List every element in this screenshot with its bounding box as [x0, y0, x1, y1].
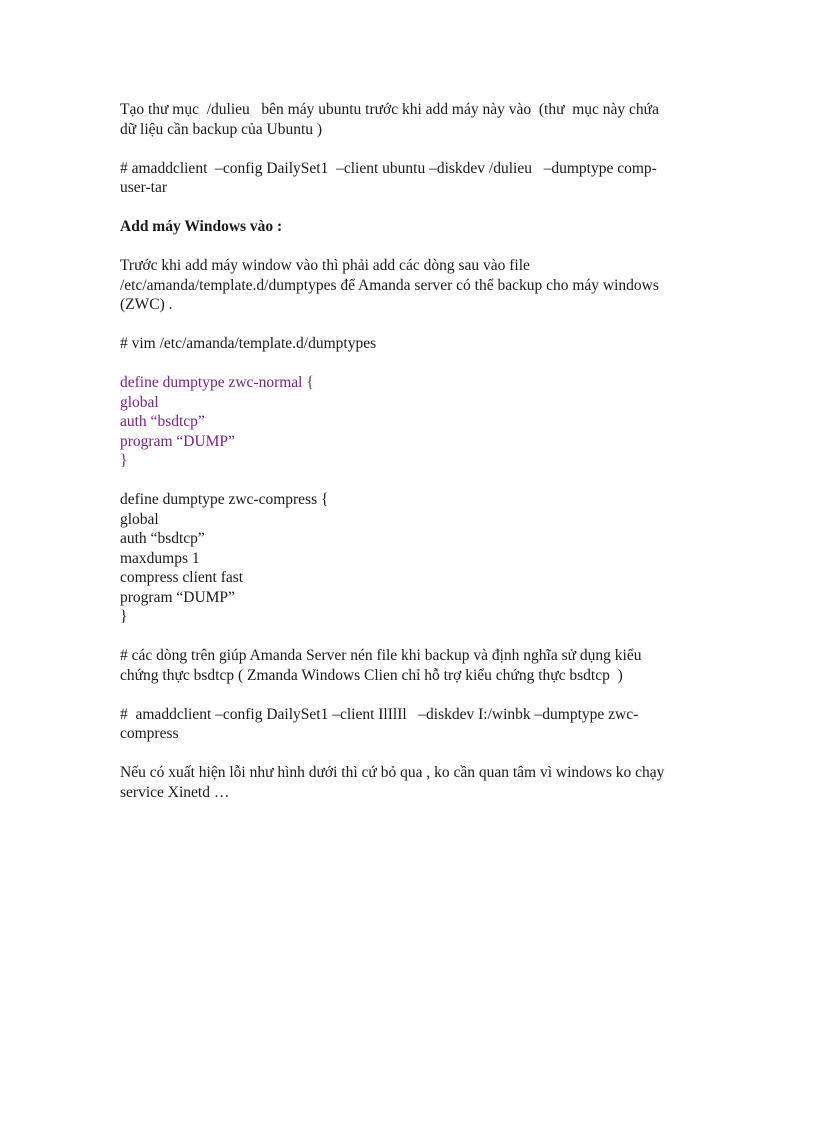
dumptype-zwc-compress-block	[120, 490, 690, 627]
intro-paragraph	[120, 100, 690, 139]
command-line-1: # amaddclient –config DailySet1 –client ubuntu –diskdev /dulieu –dumptype comp-	[120, 159, 657, 177]
amaddclient-ubuntu-command	[120, 159, 690, 198]
windows-instructions-paragraph	[120, 256, 690, 315]
final-line-2: service Xinetd …	[120, 783, 230, 801]
command-line-2: user-tar	[120, 179, 168, 196]
vim-command: # vim /etc/amanda/template.d/dumptypes	[120, 335, 377, 352]
code-line: auth “bsdtcp”	[120, 530, 205, 547]
paragraph-line-3: (ZWC) .	[120, 296, 173, 313]
code-line: global	[120, 510, 159, 528]
code-line: define dumptype zwc-compress {	[120, 491, 329, 508]
code-line: }	[120, 452, 128, 469]
final-line-1: Nếu có xuất hiện lỗi như hình dưới thì cứ bỏ qua , ko cần quan tâm vì windows ko chạy	[120, 764, 665, 781]
code-line: define dumptype zwc-normal {	[120, 374, 314, 391]
dumptype-zwc-normal-block	[120, 373, 690, 471]
final-paragraph	[120, 763, 690, 802]
intro-line-2: dữ liệu cần backup của Ubuntu )	[120, 120, 323, 138]
code-line: program “DUMP”	[120, 432, 235, 450]
section-heading: Add máy Windows vào :	[120, 218, 283, 235]
note-paragraph	[120, 646, 690, 685]
code-line: global	[120, 393, 159, 411]
code-line: maxdumps 1	[120, 549, 200, 567]
command-line-1: # amaddclient –config DailySet1 –client IlIlIl –diskdev I:/winbk –dumptype zwc-	[120, 705, 639, 723]
command-line-2: compress	[120, 725, 179, 742]
paragraph-line-2: /etc/amanda/template.d/dumptypes để Amanda server có thể backup cho máy windows	[120, 276, 659, 294]
code-line: auth “bsdtcp”	[120, 413, 205, 430]
code-line: compress client fast	[120, 569, 244, 586]
code-line: program “DUMP”	[120, 588, 235, 606]
paragraph-line-1: Trước khi add máy window vào thì phải add các dòng sau vào file	[120, 257, 530, 274]
note-line-1: # các dòng trên giúp Amanda Server nén file khi backup và định nghĩa sử dụng kiểu	[120, 647, 642, 664]
code-line: }	[120, 608, 128, 625]
amaddclient-windows-command	[120, 705, 690, 744]
intro-line-1: Tạo thư mục /dulieu bên máy ubuntu trước khi add máy này vào (thư mục này chứa	[120, 101, 659, 118]
note-line-2: chứng thực bsdtcp ( Zmanda Windows Clien chỉ hỗ trợ kiểu chứng thực bsdtcp )	[120, 666, 623, 684]
document-page	[120, 100, 690, 802]
